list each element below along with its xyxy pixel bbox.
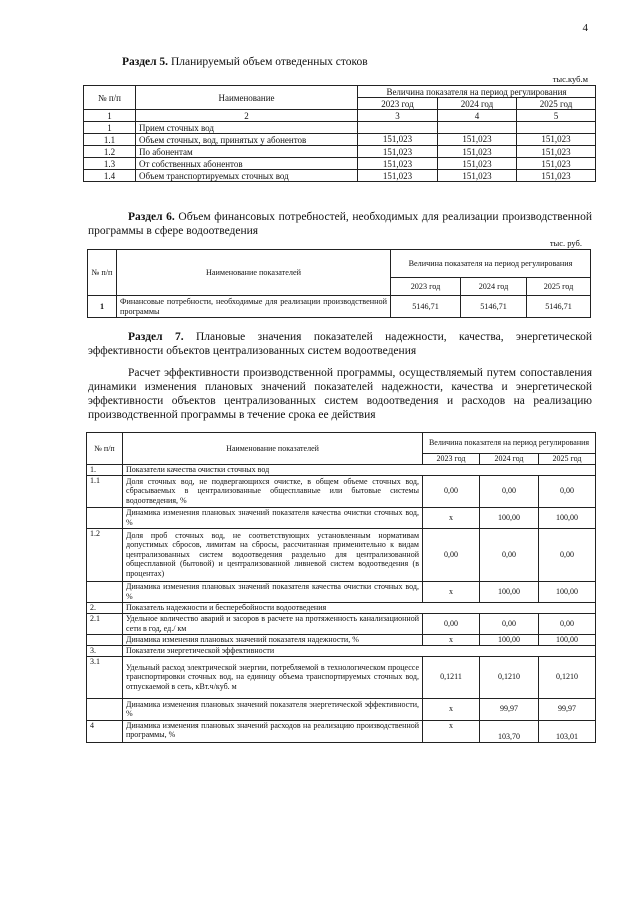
row-num: 1.1	[87, 475, 123, 507]
section-7-table	[86, 432, 596, 743]
row-name: Удельный расход электрической энергии, потребляемой в технологическом процессе транспортировки сточных вод, на единицу объема транспортируемых сточных вод, отпускаемой в сеть, кВт.ч/куб. м	[123, 656, 423, 698]
section-5-label: Раздел 5.	[122, 56, 169, 68]
s6-year: 2025 год	[527, 278, 591, 296]
section-5-heading: Планируемый объем отведенных стоков	[168, 56, 368, 68]
row-value: 100,00	[480, 507, 539, 528]
row-name: Показатель надежности и бесперебойности водоотведения	[123, 602, 596, 613]
row-value: 0,1210	[539, 656, 596, 698]
section-6-label: Раздел 6.	[128, 211, 175, 223]
row-value: 100,00	[539, 507, 596, 528]
table-row	[87, 698, 596, 720]
section-7-label: Раздел 7.	[128, 331, 184, 343]
row-name: Финансовые потребности, необходимые для реализации производственной программы	[117, 296, 391, 318]
row-num: 3.1	[87, 656, 123, 698]
row-num: 2.	[87, 602, 123, 613]
table-row	[87, 507, 596, 528]
row-name: По абонентам	[136, 146, 358, 158]
s5-col-index: 3	[358, 110, 438, 122]
section-5-title	[122, 56, 368, 68]
row-value: 100,00	[480, 581, 539, 602]
table-row	[87, 475, 596, 507]
row-value: 99,97	[480, 698, 539, 720]
row-num: 1.1	[84, 134, 136, 146]
table-row	[87, 581, 596, 602]
row-name: Динамика изменения плановых значений показателя надежности, %	[123, 634, 423, 645]
row-name: Динамика изменения плановых значений показателя качества очистки сточных вод, %	[123, 507, 423, 528]
row-name: Доля сточных вод, не подвергающихся очистке, в общем объеме сточных вод, сбрасываемых в централизованные общесплавные или бытовые системы водоотведения, %	[123, 475, 423, 507]
page-number: 4	[582, 22, 588, 34]
s7-header-num: № п/п	[87, 433, 123, 465]
s7-header-name: Наименование показателей	[123, 433, 423, 465]
row-num: 1	[88, 296, 117, 318]
s6-header-num: № п/п	[88, 250, 117, 296]
s5-year: 2023 год	[358, 98, 438, 110]
row-value: 0,00	[539, 528, 596, 581]
row-name: Показатели качества очистки сточных вод	[123, 464, 596, 475]
table-row	[87, 634, 596, 645]
s6-header-name: Наименование показателей	[117, 250, 391, 296]
table-row	[87, 720, 596, 742]
s5-header-period: Величина показателя на период регулирования	[358, 86, 596, 98]
section-5-table	[83, 85, 596, 182]
row-value: 151,023	[438, 134, 517, 146]
row-value: 5146,71	[527, 296, 591, 318]
table-row	[87, 656, 596, 698]
section-6-table	[87, 249, 591, 318]
row-value: 151,023	[438, 170, 517, 182]
table-row	[87, 464, 596, 475]
row-name: Прием сточных вод	[136, 122, 358, 134]
row-num: 1.3	[84, 158, 136, 170]
table-row	[84, 146, 596, 158]
row-num: 1.	[87, 464, 123, 475]
row-value: 100,00	[480, 634, 539, 645]
s7-year: 2024 год	[480, 454, 539, 465]
row-value: 151,023	[517, 170, 596, 182]
table-row	[87, 645, 596, 656]
row-value: 0,00	[539, 475, 596, 507]
row-name: Объем транспортируемых сточных вод	[136, 170, 358, 182]
row-value: 151,023	[358, 158, 438, 170]
row-value	[517, 122, 596, 134]
section-7-paragraph: Расчет эффективности производственной программы, осуществляемый путем сопоставления динамики изменения плановых значений показателей надежности, качества и энергетической эффективности объектов централизованных систем водоотведения и расходов на реализацию производственной программы в течение срока ее действия	[88, 367, 592, 421]
row-num: 1.2	[87, 528, 123, 581]
s7-year: 2025 год	[539, 454, 596, 465]
row-value: 151,023	[358, 146, 438, 158]
row-name: Объем сточных, вод, принятых у абонентов	[136, 134, 358, 146]
row-value: x	[423, 698, 480, 720]
table-row	[84, 158, 596, 170]
section-6-unit: тыс. руб.	[549, 238, 582, 248]
table-row	[88, 296, 591, 318]
table-row	[84, 134, 596, 146]
table-row	[87, 613, 596, 634]
row-value: 151,023	[358, 170, 438, 182]
row-name: От собственных абонентов	[136, 158, 358, 170]
row-name: Показатели энергетической эффективности	[123, 645, 596, 656]
table-row	[84, 122, 596, 134]
s5-header-name: Наименование	[136, 86, 358, 110]
s7-header-period: Величина показателя на период регулирования	[423, 433, 596, 454]
row-value: x	[423, 581, 480, 602]
section-7-title	[88, 330, 592, 358]
row-value: 0,00	[480, 528, 539, 581]
row-num: 1.4	[84, 170, 136, 182]
s6-year: 2023 год	[391, 278, 461, 296]
row-num	[87, 698, 123, 720]
s5-year: 2025 год	[517, 98, 596, 110]
row-value: 151,023	[358, 134, 438, 146]
row-name: Динамика изменения плановых значений показателя энергетической эффективности, %	[123, 698, 423, 720]
row-num: 3.	[87, 645, 123, 656]
section-6-title	[88, 210, 592, 238]
table-row	[84, 170, 596, 182]
s5-year: 2024 год	[438, 98, 517, 110]
row-name: Динамика изменения плановых значений показателя качества очистки сточных вод, %	[123, 581, 423, 602]
row-value: 0,00	[480, 613, 539, 634]
row-value: 103,70	[480, 720, 539, 742]
row-num	[87, 507, 123, 528]
row-name: Удельное количество аварий и засоров в расчете на протяженность канализационной сети в год, ед./ км	[123, 613, 423, 634]
row-value: 0,00	[423, 613, 480, 634]
s5-col-index: 1	[84, 110, 136, 122]
row-value: 0,1211	[423, 656, 480, 698]
row-value: 100,00	[539, 634, 596, 645]
row-value: 151,023	[438, 146, 517, 158]
s6-year: 2024 год	[461, 278, 527, 296]
row-value: 151,023	[517, 134, 596, 146]
row-value: 103,01	[539, 720, 596, 742]
row-value: 5146,71	[391, 296, 461, 318]
row-value: 151,023	[517, 146, 596, 158]
row-value	[438, 122, 517, 134]
s7-year: 2023 год	[423, 454, 480, 465]
row-value: x	[423, 634, 480, 645]
section-6-heading: Объем финансовых потребностей, необходимых для реализации производственной программы в сфере водоотведения	[88, 211, 592, 237]
table-row	[87, 602, 596, 613]
row-value: 0,00	[480, 475, 539, 507]
row-num: 1.2	[84, 146, 136, 158]
row-num: 2.1	[87, 613, 123, 634]
section-7-heading: Плановые значения показателей надежности, качества, энергетической эффективности объектов централизованных систем водоотведения	[88, 331, 593, 357]
s5-col-index: 4	[438, 110, 517, 122]
row-value: 151,023	[517, 158, 596, 170]
s5-header-num: № п/п	[84, 86, 136, 110]
row-num	[87, 634, 123, 645]
row-value: 100,00	[539, 581, 596, 602]
row-num: 1	[84, 122, 136, 134]
row-value: 99,97	[539, 698, 596, 720]
row-value: x	[423, 507, 480, 528]
row-value: 0,00	[539, 613, 596, 634]
row-num: 4	[87, 720, 123, 742]
row-num	[87, 581, 123, 602]
table-row	[87, 528, 596, 581]
s6-header-period: Величина показателя на период регулирования	[391, 250, 591, 278]
row-name: Динамика изменения плановых значений расходов на реализацию производственной программы, %	[123, 720, 423, 742]
row-value: x	[423, 720, 480, 742]
row-value: 151,023	[438, 158, 517, 170]
s5-col-index: 2	[136, 110, 358, 122]
row-value: 0,00	[423, 528, 480, 581]
row-value: 5146,71	[461, 296, 527, 318]
row-value: 0,00	[423, 475, 480, 507]
section-5-unit: тыс.куб.м	[552, 74, 588, 84]
s5-col-index: 5	[517, 110, 596, 122]
row-value: 0,1210	[480, 656, 539, 698]
row-name: Доля проб сточных вод, не соответствующих установленным нормативам допустимых сбросов, лимитам на сбросы, рассчитанная применительно к видам централизованных систем водоотведения раздельно для централизованной общесплавной (бытовой) и централизованной ливневой систем водоотведения (в процентах)	[123, 528, 423, 581]
row-value	[358, 122, 438, 134]
